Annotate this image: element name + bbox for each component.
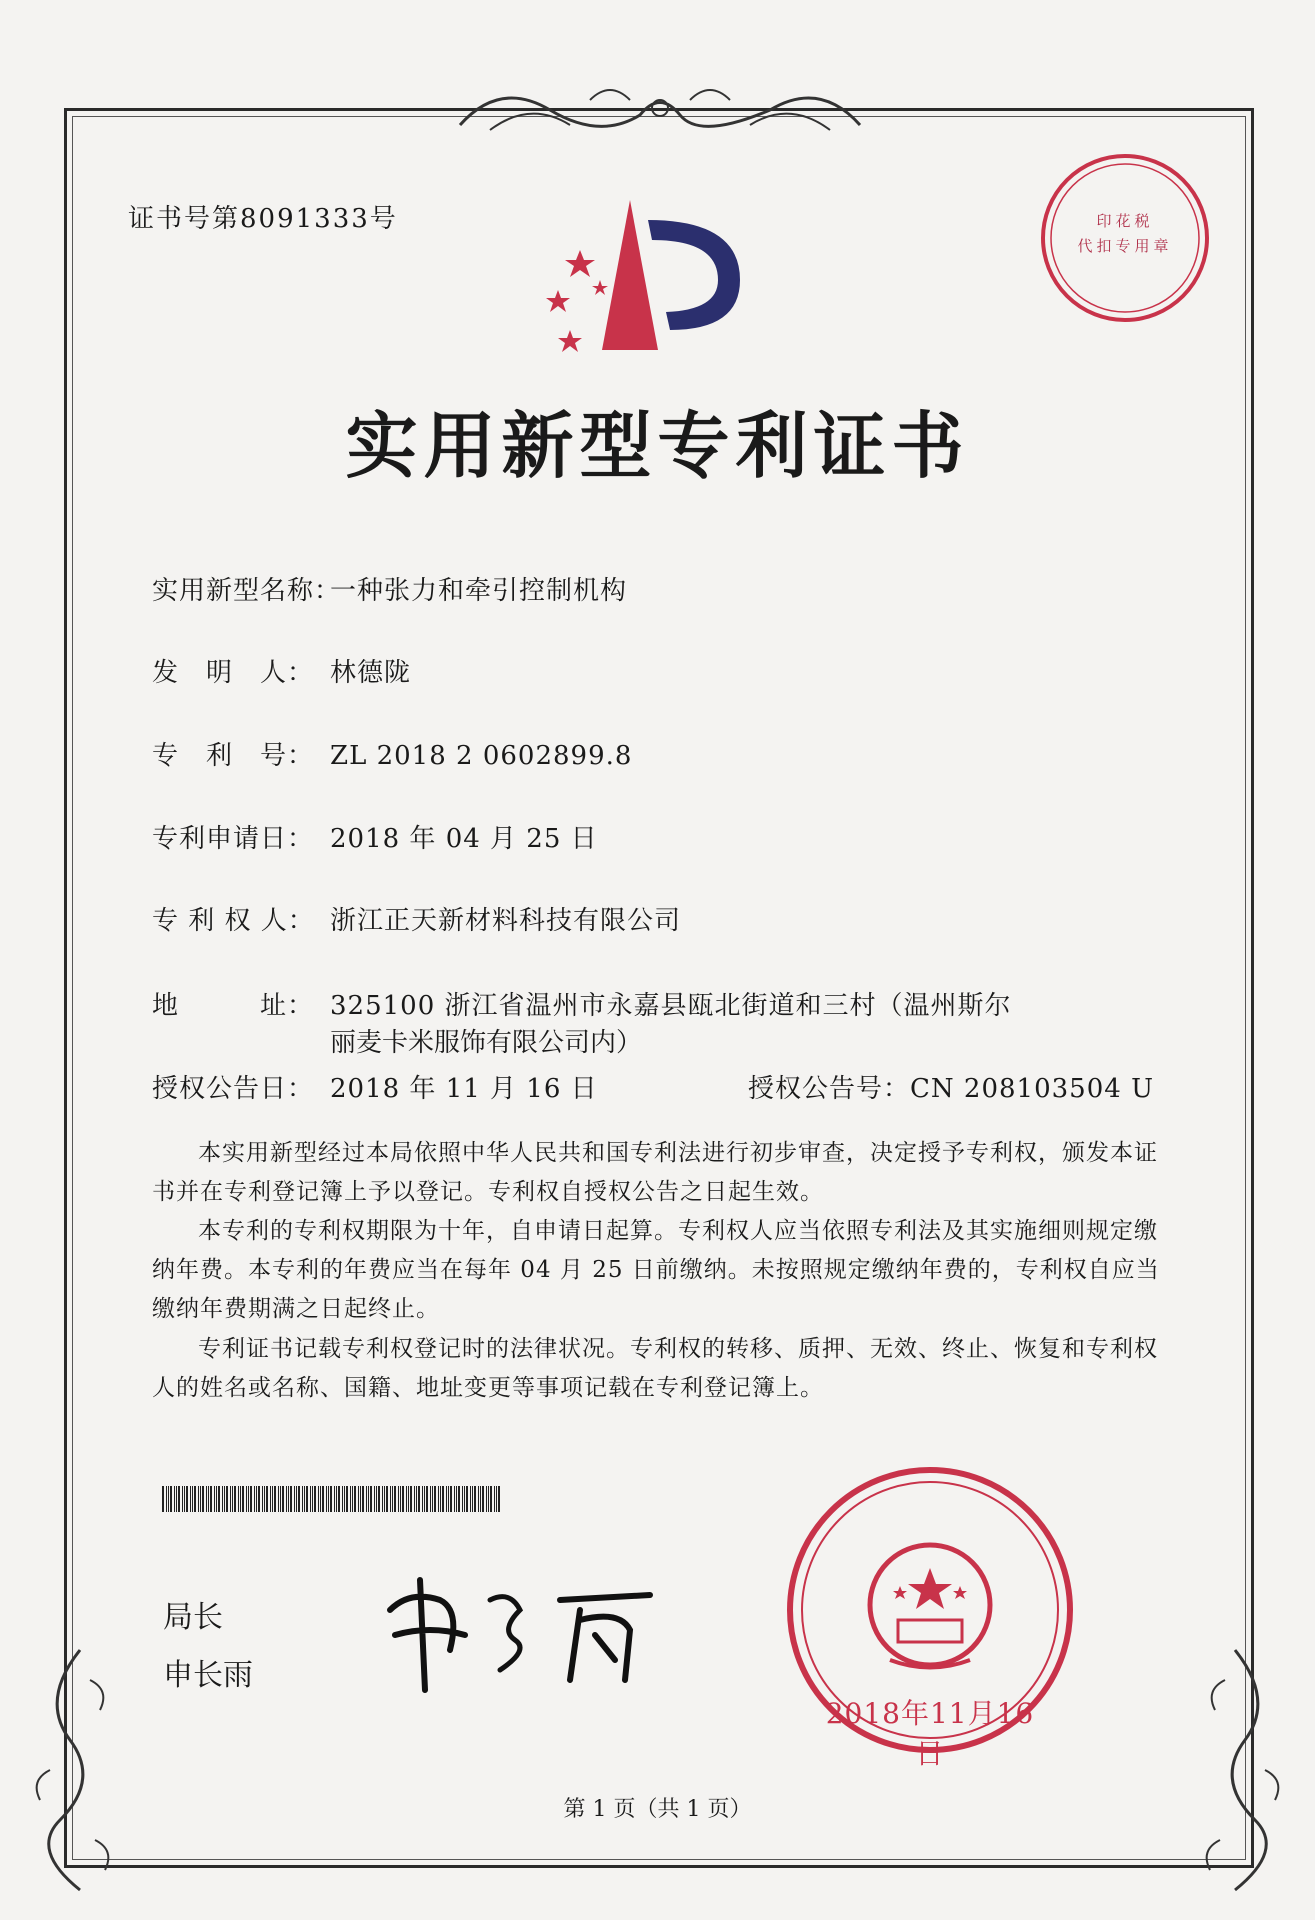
field-utility-name [152, 570, 627, 607]
field-label: 授权公告号： [748, 1074, 911, 1104]
field-inventor [152, 652, 411, 689]
page-title: 实用新型专利证书 [345, 403, 970, 488]
field-value: CN 208103504 U [910, 1074, 1154, 1104]
field-apply-date [152, 818, 598, 855]
director-title: 局长 [163, 1600, 223, 1635]
field-value: 325100 浙江省温州市永嘉县瓯北街道和三村（温州斯尔 [330, 991, 1012, 1021]
director-name: 申长雨 [163, 1658, 253, 1693]
field-label: 授权公告日： [152, 1074, 315, 1104]
field-patentee [152, 900, 681, 937]
cnipa-logo-icon [540, 200, 770, 370]
field-value: 2018 年 11 月 16 日 [330, 1074, 598, 1104]
field-pub-number [748, 1068, 1154, 1105]
paragraph-3: 专利证书记载专利权登记时的法律状况。专利权的转移、质押、无效、终止、恢复和专利权人的姓名或名称、国籍、地址变更等事项记载在专利登记簿上。 [152, 1336, 1158, 1401]
field-address [152, 985, 1012, 1022]
field-label: 专 利 号： [152, 741, 315, 771]
field-label: 专利申请日： [152, 824, 315, 854]
field-pub-date [152, 1068, 598, 1105]
field-label: 发 明 人： [152, 658, 315, 688]
corner-ornament-left [20, 1640, 140, 1900]
field-value: 2018 年 04 月 25 日 [330, 824, 598, 854]
field-label: 地 址： [152, 991, 315, 1021]
field-value: 一种张力和牵引控制机构 [330, 576, 628, 606]
corner-ornament-right [1175, 1640, 1295, 1900]
tax-stamp-line2: 代扣专用章 [1077, 237, 1173, 255]
field-label: 专 利 权 人： [152, 906, 315, 936]
field-value: ZL 2018 2 0602899.8 [330, 741, 633, 771]
top-ornament [440, 70, 880, 150]
paragraph-1: 本实用新型经过本局依照中华人民共和国专利法进行初步审查，决定授予专利权，颁发本证书并在专利登记簿上予以登记。专利权自授权公告之日起生效。 [152, 1140, 1158, 1205]
page-indicator: 第 1 页（共 1 页） [563, 1797, 752, 1822]
certificate-number: 证书号第8091333号 [128, 204, 398, 234]
field-patent-number [152, 735, 632, 772]
signature-icon [380, 1560, 670, 1700]
field-address-line2: 丽麦卡米服饰有限公司内） [330, 1028, 643, 1058]
field-value: 浙江正天新材料科技有限公司 [330, 906, 682, 936]
paragraph-2: 本专利的专利权期限为十年，自申请日起算。专利权人应当依照专利法及其实施细则规定缴纳年费。本专利的年费应当在每年 04 月 25 日前缴纳。未按照规定缴纳年费的，专利权自应当缴纳年费期满之日起终止。 [152, 1218, 1160, 1322]
tax-stamp-line1: 印花税 [1096, 212, 1154, 230]
field-value: 林德陇 [330, 658, 412, 688]
field-label: 实用新型名称： [152, 576, 342, 606]
seal-date: 2018年11月16日 [825, 1697, 1035, 1770]
barcode-icon [162, 1486, 502, 1512]
